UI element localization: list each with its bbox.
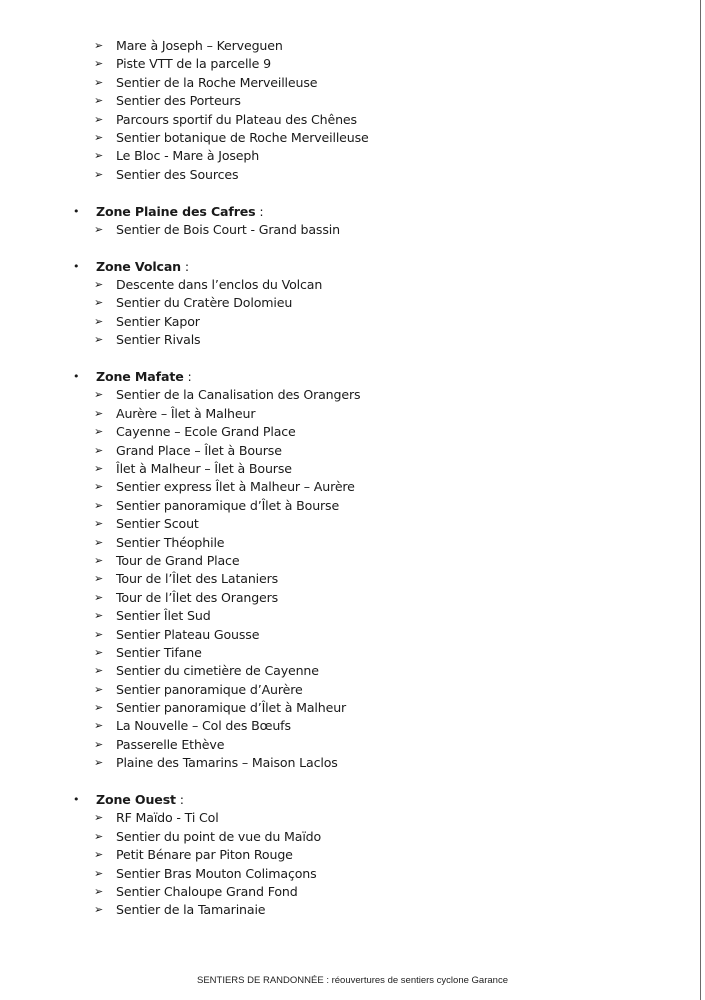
trail-list-item [0, 386, 680, 404]
trail-list-item [0, 515, 680, 533]
arrow-bullet-icon: ➢ [94, 388, 104, 402]
trail-name: Sentier Tifane [116, 644, 202, 660]
trail-name: Sentier du Cratère Dolomieu [116, 295, 293, 311]
arrow-bullet-icon: ➢ [94, 756, 104, 770]
trail-name: Sentier de la Tamarinaie [116, 902, 266, 918]
arrow-bullet-icon: ➢ [94, 406, 104, 420]
trail-list-item [0, 699, 680, 717]
zone-title: Zone Volcan [96, 258, 181, 274]
trail-name: Mare à Joseph – Kerveguen [116, 38, 283, 53]
arrow-bullet-icon: ➢ [94, 149, 104, 163]
trail-list [0, 37, 680, 920]
trail-name: Tour de l’Îlet des Lataniers [116, 571, 279, 587]
trail-name: Sentier Bras Mouton Colimaçons [116, 865, 317, 881]
trail-list-item [0, 423, 680, 441]
arrow-bullet-icon: ➢ [94, 829, 104, 843]
trail-name: Sentier express Îlet à Malheur – Aurère [116, 479, 355, 495]
trail-name: Sentier Îlet Sud [116, 608, 211, 624]
trail-list-item [0, 828, 680, 846]
trail-name: Piste VTT de la parcelle 9 [116, 56, 271, 72]
trail-list-item [0, 662, 680, 680]
trail-list-item [0, 717, 680, 735]
zone-name [96, 203, 264, 221]
spacer [0, 773, 680, 791]
trail-list-item [0, 460, 680, 478]
trail-name: Aurère – Îlet à Malheur [116, 405, 256, 421]
arrow-bullet-icon: ➢ [94, 94, 104, 108]
bullet-icon: • [73, 204, 80, 218]
trail-name: Sentier Kapor [116, 313, 200, 329]
arrow-bullet-icon: ➢ [94, 461, 104, 475]
trail-name: Grand Place – Îlet à Bourse [116, 442, 282, 458]
trail-list-item [0, 883, 680, 901]
trail-list-item [0, 442, 680, 460]
arrow-bullet-icon: ➢ [94, 535, 104, 549]
spacer [0, 184, 680, 202]
zone-colon: : [183, 369, 192, 385]
trail-list-item [0, 589, 680, 607]
zone-heading [0, 203, 680, 221]
arrow-bullet-icon: ➢ [94, 57, 104, 71]
arrow-bullet-icon: ➢ [94, 112, 104, 126]
trail-list-item [0, 865, 680, 883]
zone-heading [0, 258, 680, 276]
arrow-bullet-icon: ➢ [94, 314, 104, 328]
arrow-bullet-icon: ➢ [94, 75, 104, 89]
arrow-bullet-icon: ➢ [94, 296, 104, 310]
arrow-bullet-icon: ➢ [94, 333, 104, 347]
trail-list-item [0, 607, 680, 625]
trail-list-item [0, 681, 680, 699]
trail-list-item [0, 497, 680, 515]
trail-name: Sentier Rivals [116, 332, 201, 348]
zone-name [96, 258, 189, 276]
zone-colon: : [175, 792, 184, 808]
trail-name: Descente dans l’enclos du Volcan [116, 277, 323, 293]
trail-list-item [0, 846, 680, 864]
zone-heading [0, 368, 680, 386]
trail-name: Îlet à Malheur – Îlet à Bourse [116, 460, 292, 476]
bullet-icon: • [73, 793, 80, 807]
trail-list-item [0, 55, 680, 73]
trail-name: Tour de l’Îlet des Orangers [116, 589, 279, 605]
trail-list-item [0, 276, 680, 294]
arrow-bullet-icon: ➢ [94, 811, 104, 825]
trail-name: Sentier panoramique d’Îlet à Malheur [116, 700, 347, 716]
trail-list-item [0, 37, 680, 55]
trail-list-item [0, 221, 680, 239]
arrow-bullet-icon: ➢ [94, 719, 104, 733]
trail-name: Sentier du cimetière de Cayenne [116, 663, 319, 679]
page-footer: SENTIERS DE RANDONNÉE : réouvertures de sentiers cyclone Garance [197, 975, 508, 986]
arrow-bullet-icon: ➢ [94, 553, 104, 567]
arrow-bullet-icon: ➢ [94, 222, 104, 236]
bullet-icon: • [73, 370, 80, 384]
trail-name: Sentier panoramique d’Aurère [116, 681, 303, 697]
trail-list-item [0, 74, 680, 92]
trail-name: Parcours sportif du Plateau des Chênes [116, 111, 357, 127]
arrow-bullet-icon: ➢ [94, 498, 104, 512]
arrow-bullet-icon: ➢ [94, 627, 104, 641]
trail-name: Sentier Scout [116, 516, 199, 532]
zone-name [96, 791, 184, 809]
zone-colon: : [180, 258, 189, 274]
trail-list-item [0, 552, 680, 570]
arrow-bullet-icon: ➢ [94, 480, 104, 494]
trail-name: Sentier panoramique d’Îlet à Bourse [116, 497, 340, 513]
trail-name: Sentier Chaloupe Grand Fond [116, 883, 298, 899]
trail-name: Le Bloc - Mare à Joseph [116, 148, 260, 164]
arrow-bullet-icon: ➢ [94, 645, 104, 659]
trail-list-item [0, 405, 680, 423]
trail-list-item [0, 92, 680, 110]
arrow-bullet-icon: ➢ [94, 443, 104, 457]
arrow-bullet-icon: ➢ [94, 737, 104, 751]
trail-list-item [0, 570, 680, 588]
trail-list-item [0, 166, 680, 184]
arrow-bullet-icon: ➢ [94, 609, 104, 623]
trail-name: Sentier Théophile [116, 534, 225, 550]
arrow-bullet-icon: ➢ [94, 167, 104, 181]
page-edge-rule [700, 0, 701, 1000]
trail-name: Sentier de Bois Court - Grand bassin [116, 221, 340, 237]
arrow-bullet-icon: ➢ [94, 278, 104, 292]
trail-name: Petit Bénare par Piton Rouge [116, 847, 293, 863]
trail-name: Plaine des Tamarins – Maison Laclos [116, 755, 338, 771]
trail-name: RF Maïdo - Ti Col [116, 810, 219, 826]
arrow-bullet-icon: ➢ [94, 572, 104, 586]
arrow-bullet-icon: ➢ [94, 590, 104, 604]
arrow-bullet-icon: ➢ [94, 130, 104, 144]
trail-name: Sentier du point de vue du Maïdo [116, 828, 322, 844]
zone-heading [0, 791, 680, 809]
trail-list-item [0, 809, 680, 827]
spacer [0, 239, 680, 257]
trail-name: Sentier de la Roche Merveilleuse [116, 74, 318, 90]
trail-list-item [0, 626, 680, 644]
trail-list-item [0, 478, 680, 496]
arrow-bullet-icon: ➢ [94, 517, 104, 531]
trail-list-item [0, 736, 680, 754]
trail-list-item [0, 129, 680, 147]
arrow-bullet-icon: ➢ [94, 903, 104, 917]
arrow-bullet-icon: ➢ [94, 866, 104, 880]
trail-name: Sentier Plateau Gousse [116, 626, 260, 642]
trail-name: Sentier des Sources [116, 166, 239, 182]
trail-name: Tour de Grand Place [116, 552, 240, 568]
arrow-bullet-icon: ➢ [94, 682, 104, 696]
arrow-bullet-icon: ➢ [94, 848, 104, 862]
trail-name: Sentier botanique de Roche Merveilleuse [116, 129, 369, 145]
arrow-bullet-icon: ➢ [94, 701, 104, 715]
trail-list-item [0, 111, 680, 129]
trail-list-item [0, 754, 680, 772]
trail-name: Cayenne – Ecole Grand Place [116, 424, 296, 440]
trail-list-item [0, 534, 680, 552]
trail-list-item [0, 901, 680, 919]
zone-title: Zone Mafate [96, 369, 184, 385]
zone-title: Zone Ouest [96, 792, 176, 808]
spacer [0, 350, 680, 368]
trail-name: Passerelle Ethève [116, 736, 225, 752]
bullet-icon: • [73, 259, 80, 273]
zone-colon: : [255, 203, 264, 219]
trail-list-item [0, 294, 680, 312]
trail-name: La Nouvelle – Col des Bœufs [116, 718, 291, 734]
trail-list-item [0, 313, 680, 331]
arrow-bullet-icon: ➢ [94, 39, 104, 52]
arrow-bullet-icon: ➢ [94, 884, 104, 898]
trail-name: Sentier des Porteurs [116, 93, 241, 109]
zone-title: Zone Plaine des Cafres [96, 203, 256, 219]
arrow-bullet-icon: ➢ [94, 425, 104, 439]
trail-list-item [0, 644, 680, 662]
zone-name [96, 368, 192, 386]
arrow-bullet-icon: ➢ [94, 664, 104, 678]
trail-name: Sentier de la Canalisation des Orangers [116, 387, 361, 403]
trail-list-item [0, 147, 680, 165]
trail-list-item [0, 331, 680, 349]
